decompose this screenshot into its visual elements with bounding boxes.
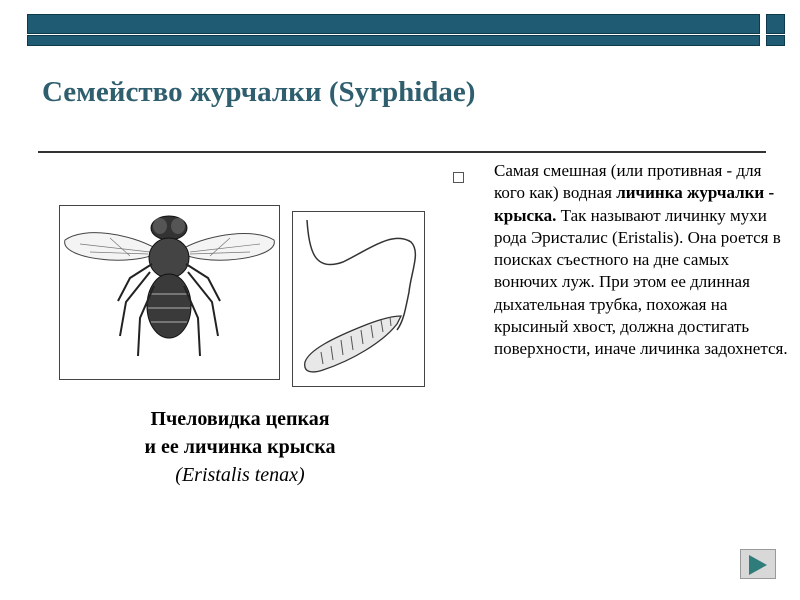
figure-caption: [100, 405, 380, 489]
hoverfly-drawing: [60, 206, 279, 379]
play-arrow-icon: [749, 555, 769, 575]
header-bar-top: [27, 14, 760, 34]
header-corner-square-bottom: [766, 35, 785, 46]
caption-line-1: Пчеловидка цепкая: [150, 408, 330, 430]
larva-illustration: [292, 211, 425, 387]
caption-line-2: и ее личинка крыска: [144, 436, 336, 458]
hollow-square-bullet-icon: [453, 172, 464, 183]
body-paragraph: [494, 160, 794, 361]
body-text-part-2: Так называют личинку мухи рода Эристалис (Eristalis). Она роется в поисках съестного на дне самых вонючих луж. При этом ее длинная дыхательная трубка, похожая на крысиный хвост, должна достигать поверхности, иначе личинка задохнется.: [494, 205, 788, 359]
body-text-part-1: Самая смешная (или противная - для кого как) водная: [494, 161, 762, 203]
next-slide-button[interactable]: [740, 549, 776, 579]
fly-illustration: [59, 205, 280, 380]
rat-tailed-larva-drawing: [293, 212, 424, 386]
header-corner-square-top: [766, 14, 785, 34]
slide-title: Семейство журчалки (Syrphidae): [42, 76, 476, 108]
body-text-bold: личинка журчалки - крыска.: [494, 183, 775, 225]
caption-latin-name: (Eristalis tenax): [175, 464, 305, 486]
header-bar-bottom: [27, 35, 760, 46]
title-divider: [38, 151, 766, 153]
